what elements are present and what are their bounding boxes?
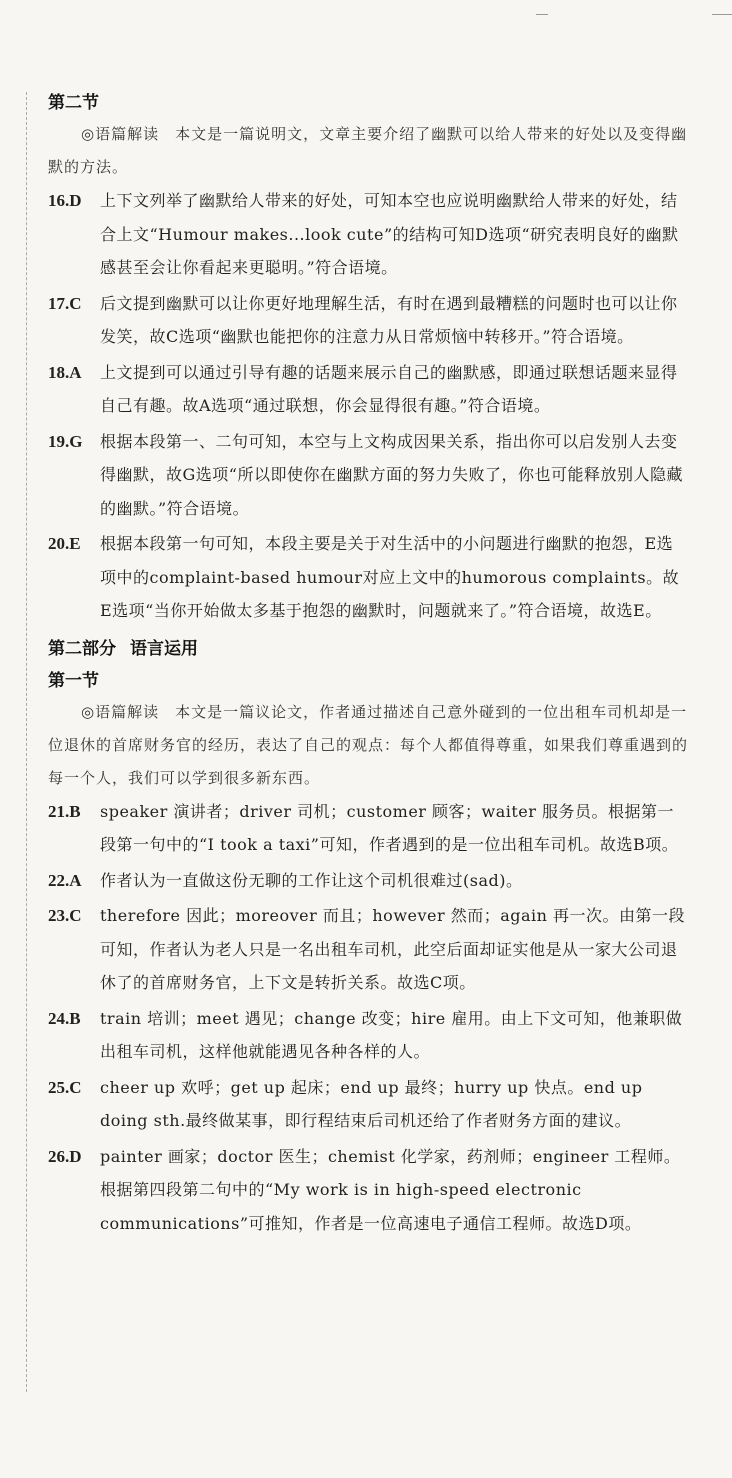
- passage-summary: ◎语篇解读 本文是一篇说明文，文章主要介绍了幽默可以给人带来的好处以及变得幽默的方法。: [48, 125, 688, 176]
- answer-number: 25.C: [48, 1077, 82, 1097]
- answer-number: 16.D: [48, 191, 82, 210]
- answer-item: [48, 795, 688, 862]
- section-heading: 第一节: [48, 670, 99, 691]
- answer-item: [48, 287, 688, 354]
- page-mark: [712, 14, 732, 15]
- answer-number: 18.A: [48, 362, 82, 382]
- binding-margin-line: [26, 92, 27, 1392]
- answer-explanation: 作者认为一直做这份无聊的工作让这个司机很难过(sad)。: [100, 870, 523, 890]
- part-heading: [48, 634, 688, 664]
- answer-item: [48, 356, 688, 423]
- answer-number: 17.C: [48, 293, 82, 313]
- part-number: 第二部分: [48, 638, 116, 659]
- passage-summary: ◎语篇解读 本文是一篇议论文，作者通过描述自己意外碰到的一位出租车司机却是一位退休的首席财务官的经历，表达了自己的观点：每个人都值得尊重，如果我们尊重遇到的每一个人，我们可以学到很多新东西。: [48, 702, 689, 787]
- answer-explanation: train 培训；meet 遇见；change 改变；hire 雇用。由上下文可知，他兼职做出租车司机，这样他就能遇见各种各样的人。: [100, 1008, 683, 1061]
- answer-explanation: cheer up 欢呼；get up 起床；end up 最终；hurry up 快点。end up doing sth.最终做某事，即行程结束后司机还给了作者财务方面的建议。: [100, 1077, 643, 1130]
- answer-explanation: 上下文列举了幽默给人带来的好处，可知本空也应说明幽默给人带来的好处，结合上文“Humour makes...look cute”的结构可知D选项“研究表明良好的幽默感甚至会让你看起来更聪明。”符合语境。: [100, 191, 679, 277]
- page-mark: [536, 14, 548, 15]
- answer-item: [48, 1002, 688, 1069]
- answer-explanation: 根据本段第一句可知，本段主要是关于对生活中的小问题进行幽默的抱怨，E选项中的complaint-based humour对应上文中的humorous complaints。故E选项“当你开始做太多基于抱怨的幽默时，问题就来了。”符合语境，故选E。: [100, 534, 680, 620]
- answer-number: 26.D: [48, 1146, 82, 1166]
- answer-explanation: speaker 演讲者；driver 司机；customer 顾客；waiter 服务员。根据第一段第一句中的“I took a taxi”可知，作者遇到的是一位出租车司机。故选B项。: [100, 801, 679, 854]
- part-title: 语言运用: [130, 638, 198, 659]
- answer-item: [48, 899, 688, 1000]
- section-heading: 第二节: [48, 93, 99, 113]
- answer-number: 22.A: [48, 870, 82, 890]
- answer-item: [48, 184, 688, 285]
- answer-number: 24.B: [48, 1008, 81, 1028]
- answer-explanation: 后文提到幽默可以让你更好地理解生活，有时在遇到最糟糕的问题时也可以让你发笑，故C选项“幽默也能把你的注意力从日常烦恼中转移开。”符合语境。: [100, 293, 678, 346]
- answer-item: [48, 425, 688, 526]
- answer-content: [48, 86, 688, 1242]
- answer-number: 23.C: [48, 906, 82, 925]
- answer-item: [48, 864, 688, 898]
- answer-explanation: painter 画家；doctor 医生；chemist 化学家，药剂师；engineer 工程师。根据第四段第二句中的“My work is in high-speed electronic communications”可推知，作者是一位高速电子通信工程师。故选D项。: [100, 1146, 681, 1233]
- answer-number: 21.B: [48, 801, 81, 821]
- answer-item: [48, 1071, 688, 1138]
- answer-number: 19.G: [48, 431, 83, 451]
- answer-item: [48, 527, 688, 628]
- answer-number: 20.E: [48, 534, 81, 553]
- answer-explanation: 上文提到可以通过引导有趣的话题来展示自己的幽默感，即通过联想话题来显得自己有趣。故A选项“通过联想，你会显得很有趣。”符合语境。: [100, 362, 678, 415]
- answer-explanation: 根据本段第一、二句可知，本空与上文构成因果关系，指出你可以启发别人去变得幽默，故G选项“所以即使你在幽默方面的努力失败了，你也可能释放别人隐藏的幽默。”符合语境。: [100, 431, 683, 518]
- answer-item: [48, 1140, 688, 1241]
- answer-explanation: therefore 因此；moreover 而且；however 然而；again 再一次。由第一段可知，作者认为老人只是一名出租车司机，此空后面却证实他是从一家大公司退休了的首席财务官，上下文是转折关系。故选C项。: [100, 906, 686, 992]
